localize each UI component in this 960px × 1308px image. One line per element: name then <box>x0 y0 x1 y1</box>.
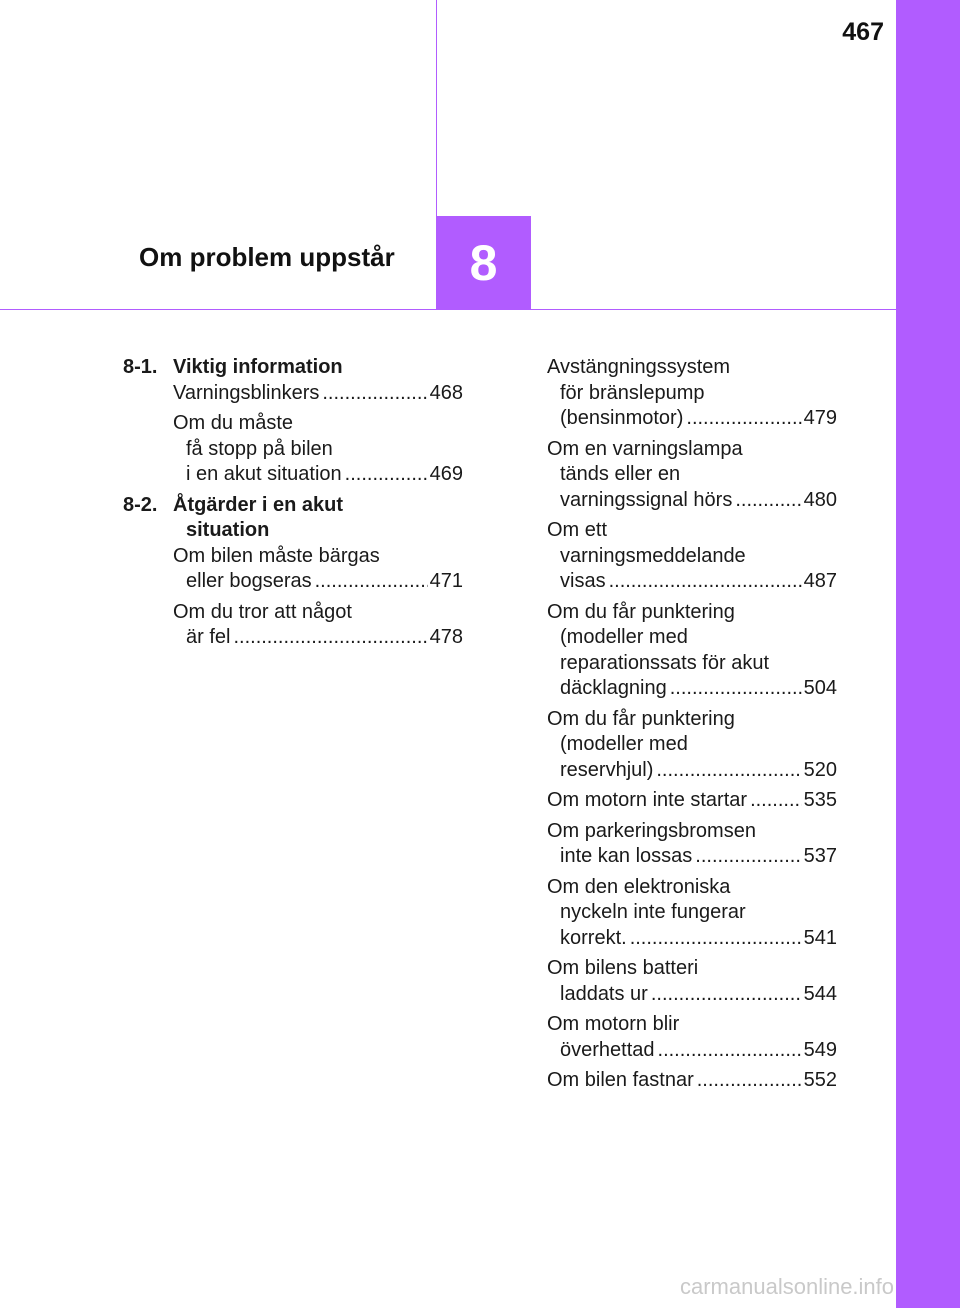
header-divider-vertical <box>436 0 437 216</box>
toc-entry-line: Om motorn blir <box>547 1013 680 1035</box>
toc-page-number: 504 <box>803 677 837 699</box>
toc-page-number: 552 <box>803 1069 837 1091</box>
dot-leader <box>651 982 802 1008</box>
toc-entry-line: laddats ur <box>560 982 648 1005</box>
toc-entry[interactable] <box>547 600 837 702</box>
toc-entry-line: få stopp på bilen <box>186 437 333 460</box>
toc-entry-line: Om bilen fastnar <box>547 1069 694 1091</box>
toc-entry-line: för bränslepump <box>560 381 705 404</box>
toc-entry-last-line <box>547 788 837 814</box>
dot-leader <box>686 406 801 432</box>
toc-entry-line: Om parkeringsbromsen <box>547 819 756 842</box>
toc-entry[interactable] <box>173 544 463 595</box>
toc-entry-line: i en akut situation <box>186 463 342 485</box>
toc-entry-line: Avstängningssystem <box>547 356 731 378</box>
dot-leader <box>750 788 802 814</box>
chapter-title: Om problem uppstår <box>139 242 395 272</box>
toc-entry-line: Om du måste <box>173 412 294 434</box>
toc-entry[interactable] <box>173 600 463 651</box>
dot-leader <box>345 462 428 488</box>
watermark: carmanualsonline.info <box>680 1274 895 1299</box>
page-number: 467 <box>842 18 884 46</box>
dot-leader <box>656 758 801 784</box>
toc-page-number: 537 <box>803 845 837 867</box>
toc-page-number: 544 <box>803 982 837 1005</box>
toc-section-heading <box>123 493 463 544</box>
dot-leader <box>670 676 802 702</box>
section-number: 8-2. <box>123 493 158 516</box>
toc-entry-line: överhettad <box>560 1038 655 1061</box>
toc-entry[interactable] <box>547 819 837 870</box>
toc-page-number: 468 <box>429 381 463 404</box>
toc-entry-last-line <box>547 1068 837 1094</box>
toc-entry-line: Om du tror att något <box>173 600 352 623</box>
toc-entry-line: reservhjul) <box>560 758 654 781</box>
toc-entry-line: är fel <box>186 626 231 648</box>
toc-entry-line: reparationssats för akut <box>560 651 769 674</box>
toc-entry[interactable] <box>547 1012 837 1063</box>
toc-entry-last-line <box>547 982 837 1008</box>
toc-entry-last-line <box>173 462 463 488</box>
toc-page-number: 541 <box>803 926 837 949</box>
toc-entry[interactable] <box>547 437 837 514</box>
toc-entry-line: (bensinmotor) <box>560 407 684 429</box>
section-title-line: Viktig information <box>173 356 343 378</box>
section-title <box>173 493 463 544</box>
dot-leader <box>697 1068 802 1094</box>
toc-entry-line: inte kan lossas <box>560 845 693 867</box>
toc-entry-last-line <box>173 381 463 407</box>
toc-entry-line: (modeller med <box>560 733 688 755</box>
toc-entry-line: varningsmeddelande <box>560 544 746 567</box>
dot-leader <box>658 1038 802 1064</box>
toc-entry[interactable] <box>547 1068 837 1094</box>
dot-leader <box>735 488 801 514</box>
toc-right-column <box>547 355 837 1099</box>
toc-page-number: 471 <box>429 570 463 592</box>
section-number: 8-1. <box>123 356 158 378</box>
section-title-line: Åtgärder i en akut <box>173 493 344 516</box>
dot-leader <box>322 381 427 407</box>
toc-entry-last-line <box>547 1038 837 1064</box>
toc-entry-line: eller bogseras <box>186 570 312 592</box>
toc-entry-line: varningssignal hörs <box>560 488 733 511</box>
toc-section <box>123 355 463 488</box>
toc-entry-line: nyckeln inte fungerar <box>560 901 746 923</box>
toc-page-number: 469 <box>429 463 463 485</box>
toc-entry-last-line <box>547 488 837 514</box>
toc-entry[interactable] <box>547 875 837 952</box>
dot-leader <box>695 844 801 870</box>
toc-entry-last-line <box>547 844 837 870</box>
toc-entry-line: Om den elektroniska <box>547 875 731 898</box>
toc-entry[interactable] <box>547 788 837 814</box>
toc-entry-last-line <box>547 569 837 595</box>
dot-leader <box>630 926 802 952</box>
toc-left-column <box>123 355 463 656</box>
toc-entry-last-line <box>547 406 837 432</box>
toc-entry-last-line <box>547 926 837 952</box>
toc-page-number: 479 <box>803 407 837 429</box>
toc-entry-line: Om motorn inte startar <box>547 789 748 811</box>
toc-entry-line: (modeller med <box>560 626 688 648</box>
toc-page-number: 480 <box>803 488 837 511</box>
toc-entry[interactable] <box>173 411 463 488</box>
toc-entry-line: tänds eller en <box>560 463 681 485</box>
toc-entry-line: Om en varningslampa <box>547 437 743 460</box>
toc-entry-line: Om bilen måste bärgas <box>173 544 380 567</box>
toc-entry-last-line <box>173 569 463 595</box>
toc-entry-last-line <box>547 676 837 702</box>
toc-entry-line: Om du får punktering <box>547 600 735 623</box>
toc-entry-line: Om du får punktering <box>547 707 735 730</box>
toc-page-number: 535 <box>803 789 837 811</box>
toc-section-heading <box>123 355 463 381</box>
toc-entry[interactable] <box>173 381 463 407</box>
toc-entry-line: däcklagning <box>560 677 667 699</box>
section-title <box>173 355 463 381</box>
dot-leader <box>233 625 427 651</box>
dot-leader <box>315 569 428 595</box>
toc-page-number: 487 <box>803 570 837 592</box>
chapter-number: 8 <box>436 216 531 310</box>
chapter-side-tab <box>896 0 960 1308</box>
toc-entry-last-line <box>547 758 837 784</box>
toc-entry[interactable] <box>547 518 837 595</box>
toc-entry-last-line <box>173 625 463 651</box>
dot-leader <box>609 569 802 595</box>
toc-page-number: 478 <box>429 626 463 648</box>
toc-entry-line: Om bilens batteri <box>547 957 699 979</box>
toc-page-number: 520 <box>803 758 837 781</box>
toc-page-number: 549 <box>803 1038 837 1061</box>
section-title-line: situation <box>186 519 270 541</box>
toc-entry-line: Varningsblinkers <box>173 381 320 404</box>
toc-entry[interactable] <box>547 707 837 784</box>
toc-entry[interactable] <box>547 956 837 1007</box>
toc-entry-line: korrekt. <box>560 926 627 949</box>
toc-entry-line: Om ett <box>547 519 608 541</box>
toc-entry-line: visas <box>560 570 606 592</box>
toc-section <box>123 493 463 651</box>
toc-entry[interactable] <box>547 355 837 432</box>
